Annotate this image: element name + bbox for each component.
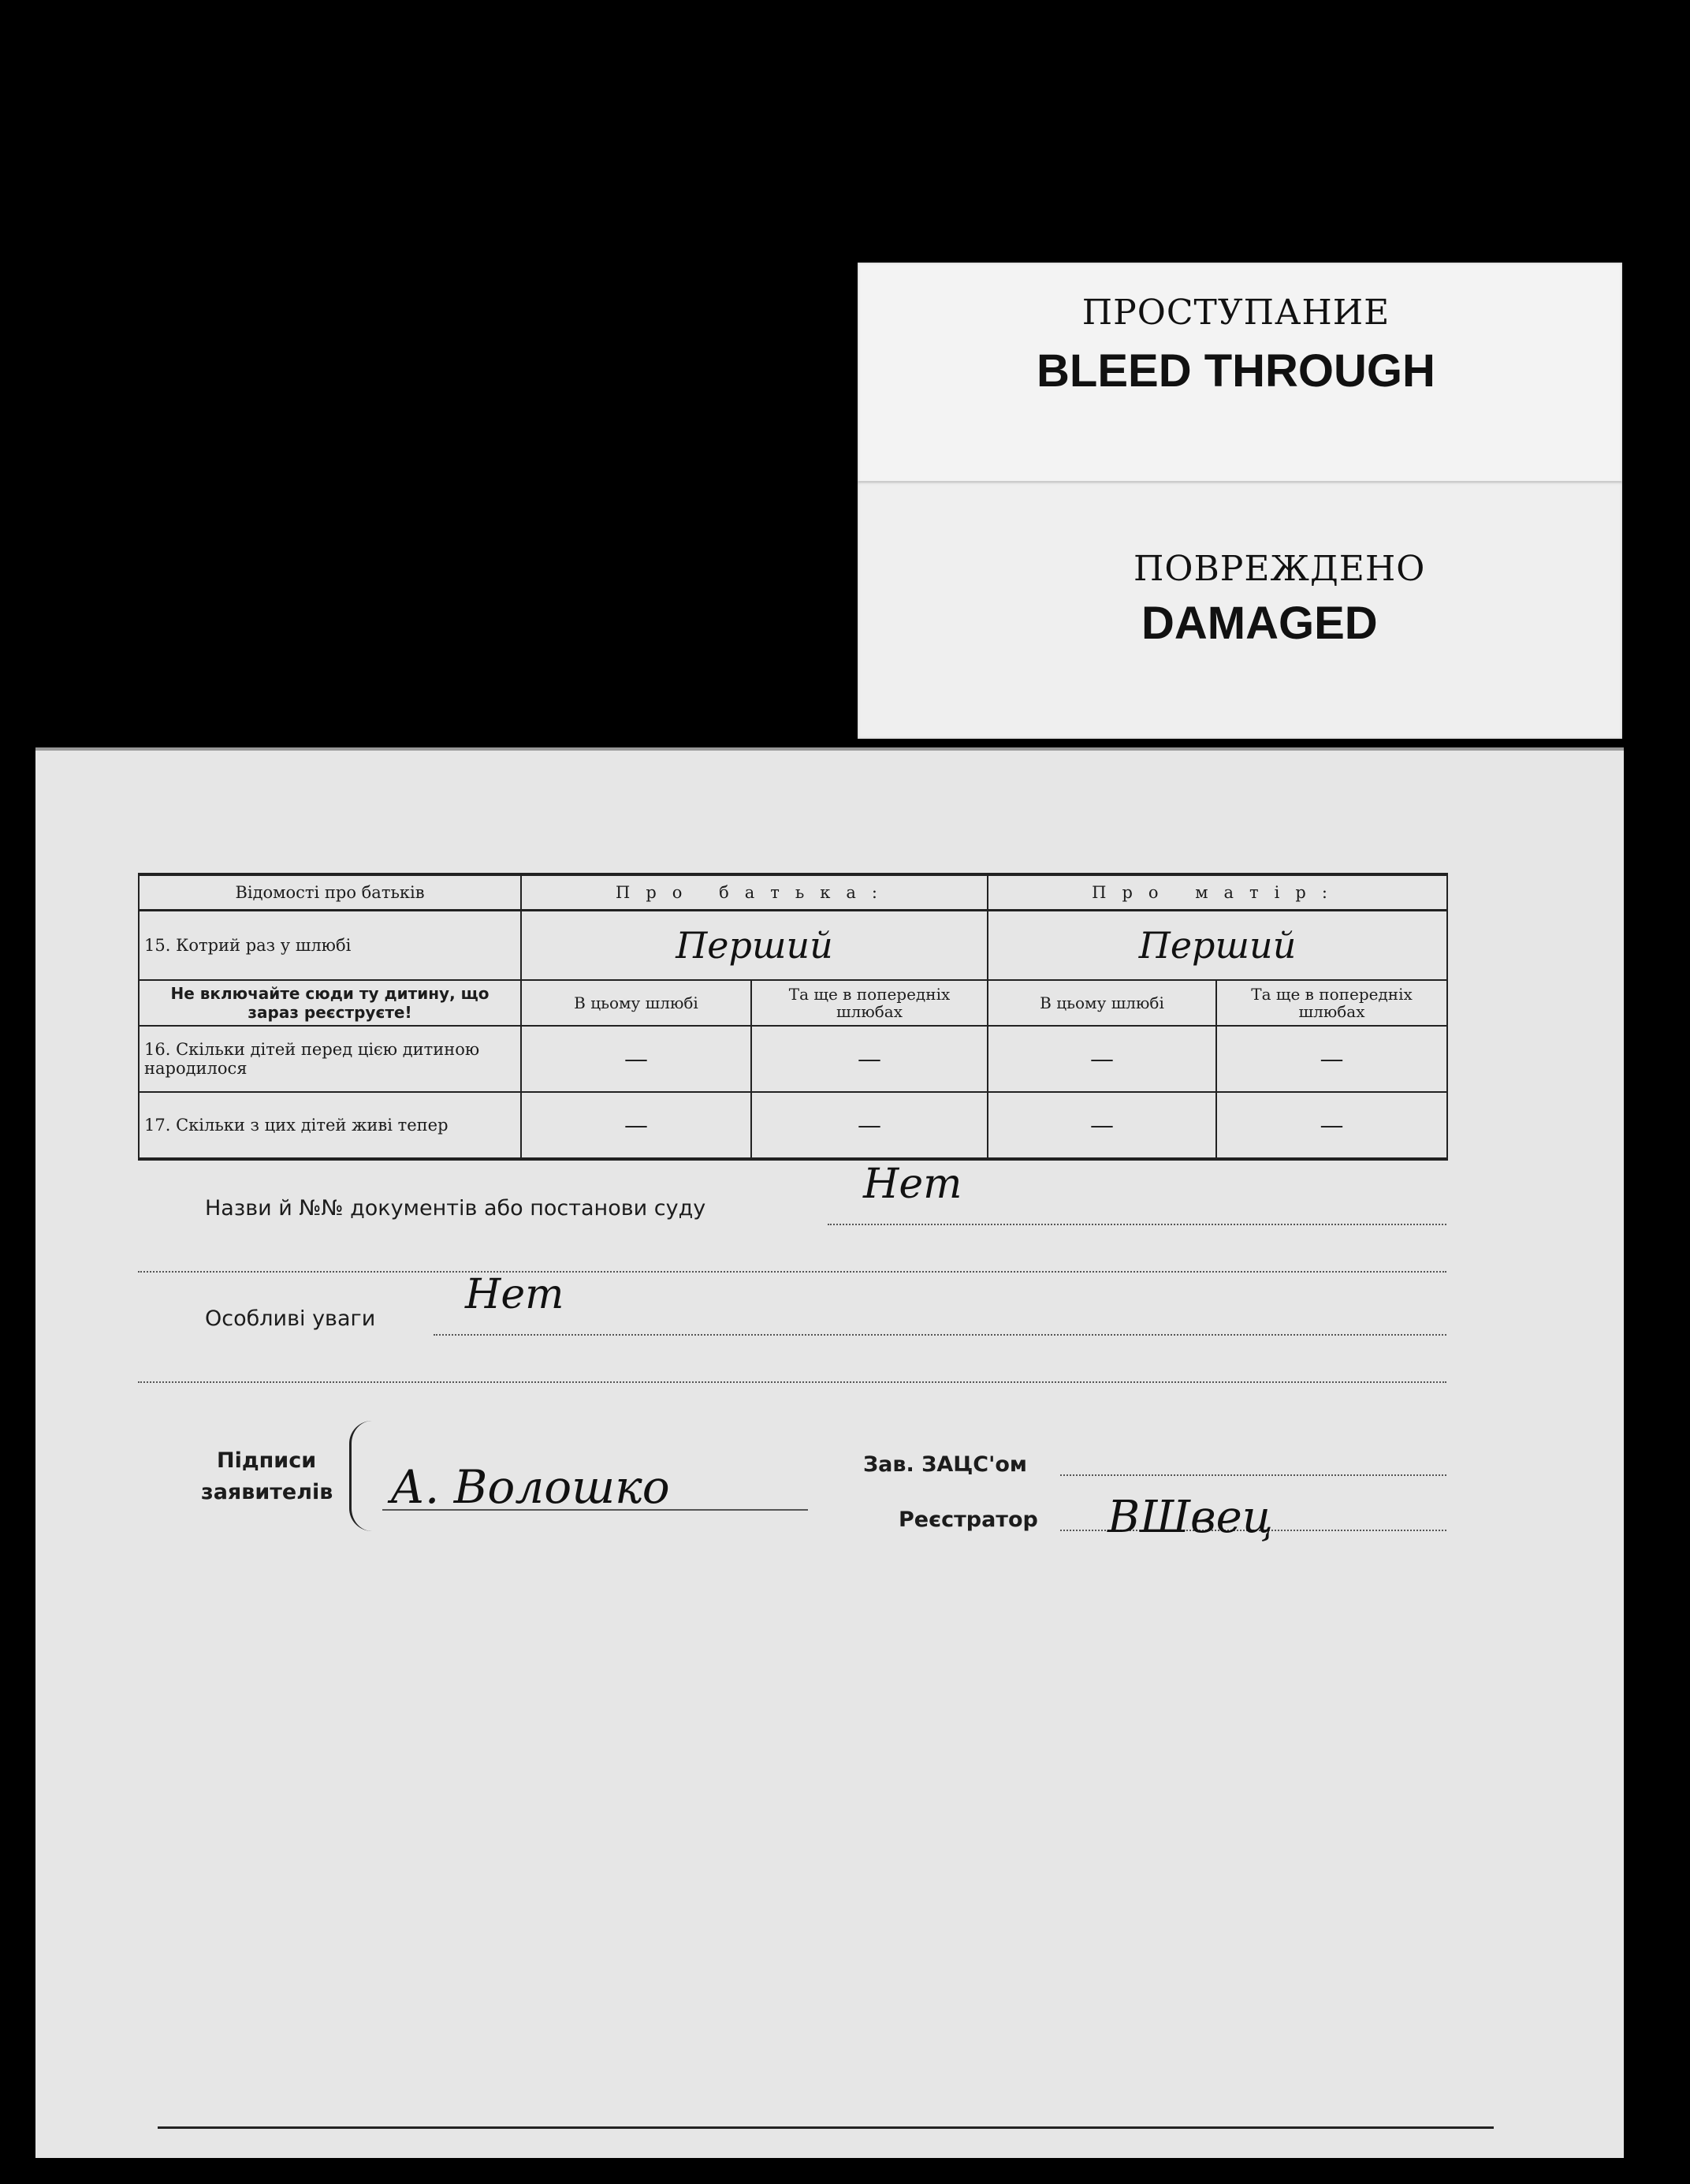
row16-cell: — [988,1026,1216,1092]
row15-label: 15. Котрий раз у шлюбі [139,911,521,981]
documents-value: Нет [863,1161,962,1208]
registrar-signature: ВШвец [1107,1492,1273,1543]
header-mother: Про матір: [988,874,1447,911]
row17-label: 17. Скільки з цих дітей живі тепер [139,1092,521,1159]
damaged-en: DAMAGED [1141,598,1378,649]
sub-mother-previous: Та ще в попередніх шлюбах [1216,980,1447,1026]
row16-label: 16. Скільки дітей перед цією дитиною народилося [139,1026,521,1092]
remarks-label: Особливі уваги [205,1306,376,1331]
documents-label: Назви й №№ документів або постанови суду [205,1196,706,1221]
documents-line-2 [138,1271,1446,1273]
head-line [1060,1474,1446,1476]
damaged-card [858,481,1622,739]
sub-father-current: В цьому шлюбі [521,980,751,1026]
row16-cell: — [751,1026,988,1092]
row17-cell: — [521,1092,751,1159]
record-page [35,747,1624,2158]
applicant-signature: А. Волошко [390,1460,670,1514]
head-label: Зав. ЗАЦС'ом [863,1452,1027,1477]
bleed-through-card [858,263,1622,483]
footer-rule [158,2126,1494,2129]
parents-info-table [138,873,1448,1161]
applicants-brace [349,1421,372,1531]
remarks-line [434,1334,1446,1336]
header-father: Про батька: [521,874,988,911]
row17-cell: — [1216,1092,1447,1159]
header-parents-info: Відомості про батьків [139,874,521,911]
damaged-ru: ПОВРЕЖДЕНО [1133,549,1426,589]
remarks-line-2 [138,1381,1446,1383]
applicant-signature-line [382,1509,808,1511]
row15-father-value: Перший [521,911,988,981]
row17-cell: — [751,1092,988,1159]
applicants-label-1: Підписи [217,1448,317,1473]
documents-line [828,1224,1446,1225]
row15-mother-value: Перший [988,911,1447,981]
sub-mother-current: В цьому шлюбі [988,980,1216,1026]
sub-father-previous: Та ще в попередніх шлюбах [751,980,988,1026]
bleed-through-en: BLEED THROUGH [1037,345,1435,397]
row16-cell: — [1216,1026,1447,1092]
note-exclude-child: Не включайте сюди ту дитину, що зараз реєструєте! [139,980,521,1026]
row16-cell: — [521,1026,751,1092]
remarks-value: Нет [465,1271,564,1318]
registrar-label: Реєстратор [899,1508,1038,1532]
bleed-through-ru: ПРОСТУПАНИЕ [1081,293,1390,333]
applicants-label-2: заявителів [201,1480,333,1504]
row17-cell: — [988,1092,1216,1159]
